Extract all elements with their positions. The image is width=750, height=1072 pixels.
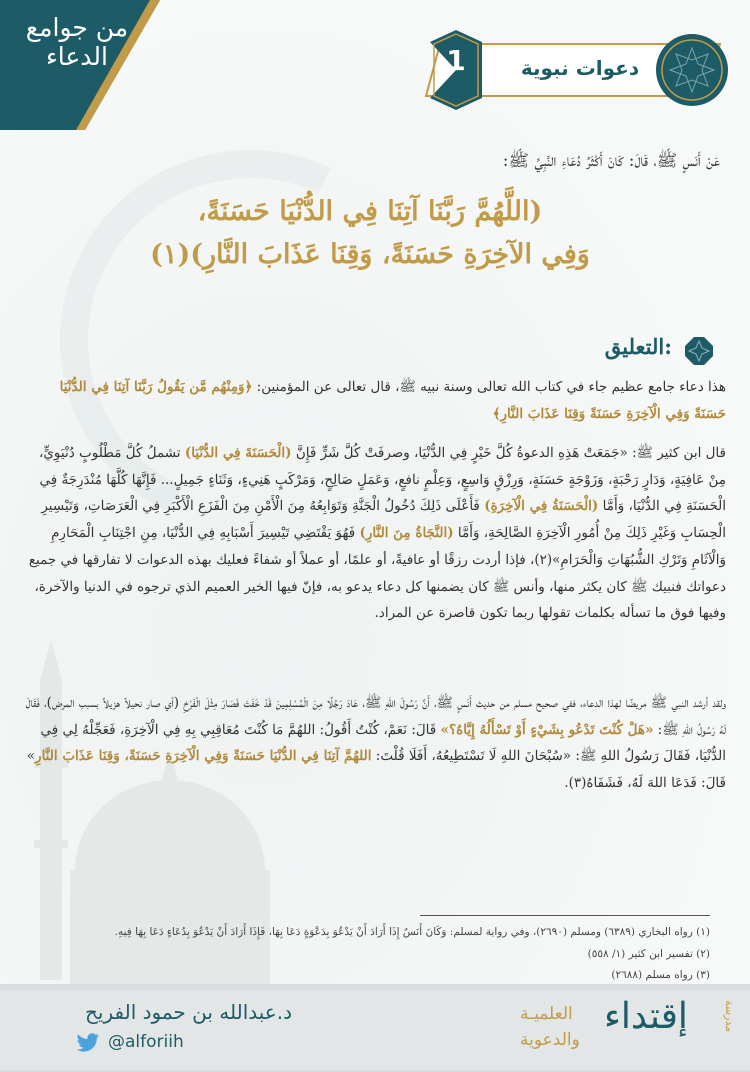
paragraph-2: [24, 440, 726, 627]
footnote-1: (١) رواه البخاري (٦٣٨٩) ومسلم (٢٦٩٠)، وفي رواية لمسلم: وَكَانَ أَنَسٌ إِذَا أَرَادَ أَنْ يَدْعُوَ بِدَعْوَةٍ دَعَا بِهَا، فَإِذَا أَرَادَ أَنْ يَدْعُوَ بِدُعَاءٍ دَعَا بِهَا فِيهِ.: [114, 926, 710, 938]
footnotes: [20, 922, 710, 987]
highlight-dua: اللهُمَّ آتِنَا فِي الدُّنْيَا حَسَنَةً وَفِي الْآخِرَةِ حَسَنَةً، وَقِنَا عَذَابَ النَّارِ: [35, 748, 372, 765]
paragraph-2-part-g: فَهُوَ يَقْتَضِي تَيْسِيرَ أَسْبَابِهِ فِي الدُّنْيَا، مِنِ اجْتِنَابِ الْمَحَارِمِ وَالْآثَامِ وَتَرْكِ الشُّبُهَاتِ وَالْحَرَامِ»(٢)، فإذا أردت رزقًا أو عافيةً، أو علمًا، أو عملاً أو شفاءً فعليك بهذه الدعوات لا تفارقها في جميع دعواتك فنبيك ﷺ كان يكثر منها، وأنس ﷺ كان يضمنها كل دعاء يدعو به، فإنّ فيها الخير العميم الذي ترجوه في الدنيا والآخرة، وفيها فوق ما تسأله بكلمات تقولها ربما تكون قاصرة عن المراد.: [28, 525, 726, 622]
highlight-dunya: (الْحَسَنَةَ فِي الدُّنْيَا): [184, 445, 292, 461]
paragraph-1: [24, 374, 726, 427]
twitter-icon: [76, 1033, 100, 1053]
paragraph-3: [24, 690, 726, 797]
footnote-divider: [420, 915, 710, 916]
header-title: دعوات نبوية: [520, 56, 640, 80]
highlight-question: «هَلْ كُنْتَ تَدْعُو بِشَيْءٍ أَوْ تَسْأَلُهُ إِيَّاهُ؟»: [440, 721, 654, 738]
twitter-handle: @alforiih: [108, 1032, 184, 1052]
corner-title-line2: الدعاء: [46, 41, 108, 71]
quran-verse: ﴿وَمِنْهُم مَّن يَقُولُ رَبَّنَا آتِنَا فِي الدُّنْيَا حَسَنَةً وَفِي الْآخِرَةِ حَسَنَةً وَقِنَا عَذَابَ النَّارِ﴾: [59, 379, 726, 422]
comment-label: التعليق:: [604, 334, 672, 359]
comment-heading: [514, 334, 714, 368]
paragraph-2-part-e: فَأَعْلَى ذَلِكَ دُخُولُ الْجَنَّةِ وَتَوَابِعُهُ مِنَ الْأَمْنِ مِنَ الْفَزَعِ الْأَكْبَرِ فِي الْعَرَصَاتِ، وَتَيْسِيرِ الْحِسَابِ وَغَيْرِ ذَلِكَ مِنْ أُمُورِ الْآخِرَةِ الصَّالِحَةِ، وَأَمَّا: [41, 498, 726, 542]
logo-main-text: إقتداء: [604, 996, 688, 1037]
paragraph-1-text: هذا دعاء جامع عظيم جاء في كتاب الله تعالى وسنة نبيه ﷺ، قال تعالى عن المؤمنين:: [252, 379, 726, 395]
corner-title: [2, 14, 152, 72]
logo-subtitle-2: والدعوية: [520, 1030, 580, 1050]
footnote-2: (٢) تفسير ابن كثير (١/ ٥٥٨): [587, 947, 710, 960]
logo-subtitle-1: العلميـة: [520, 1004, 573, 1024]
author-name: د.عبدالله بن حمود الفريح: [84, 1000, 292, 1024]
octagon-ornament-icon: [684, 336, 714, 366]
paragraph-2-part-a: قال ابن كثير ﷺ: «جَمَعَتْ هَذِهِ الدعوةُ كُلَّ خَيْرٍ فِي الدُّنْيَا، وصرفَتْ كُلَّ شَرٍّ فَإِنَّ: [291, 445, 726, 461]
paragraph-3-part-e: » قَالَ: فَدَعَا اللهَ لَهُ، فَشَفَاهُ(٣).: [26, 748, 726, 792]
logo-side-text: مدرسة: [723, 1000, 736, 1033]
paragraph-3-part-a: ولقد أرشد النبي ﷺ مريضًا لهذا الدعاء، ففي صحيح مسلم من حديث أَنَسٍ ﷺ، أَنَّ رَسُولَ اللهِ ﷺ، عَادَ رَجُلًا مِنَ الْمُسْلِمِينَ قَدْ خَفَتَ فَصَارَ مِثْلَ الْفَرْخِ (أي صار نحيلاً هزيلاً بسبب المرض)، فَقَالَ لَهُ رَسُولُ اللهِ ﷺ:: [25, 695, 726, 738]
header-number: 1: [446, 44, 466, 77]
dua-text: [50, 190, 690, 276]
paragraph-3-part-c: قَالَ: نَعَمْ، كُنْتُ أَقُولُ: اللهُمَّ مَا كُنْتَ مُعَاقِبِي بِهِ فِي الْآخِرَةِ، فَعَجِّلْهُ لِي فِي الدُّنْيَا، فَقَالَ رَسُولُ اللهِ ﷺ: «سُبْحَانَ اللهِ لَا تَسْتَطِيعُهُ، أَفَلَا قُلْتَ:: [40, 721, 726, 765]
paragraph-2-part-c: تشملُ كُلَّ مَطْلُوبٍ دُنْيَوِيٍّ، مِنْ عَافِيَةٍ، وَدَارٍ رَحْبَةٍ، وَزَوْجَةٍ حَسَنَةٍ، وَرِزْقٍ وَاسِعٍ، وَعِلْمٍ نافعٍ، وَعَمَلٍ صَالِحٍ، وَمَرْكَبٍ هَنِيءٍ، وَثَنَاءٍ جَمِيلٍ... فَإِنَّهَا كُلَّهَا مُنْدَرِجَةٌ فِي الْحَسَنَةِ فِي الدُّنْيَا، وَأَمَّا: [39, 445, 726, 515]
dua-line2: وَفِي الآخِرَةِ حَسَنَةً، وَقِنَا عَذَابَ النَّارِ)(١): [150, 239, 590, 271]
highlight-najat: (النَّجَاةُ مِنَ النَّارِ): [359, 525, 454, 542]
dua-line1: (اللَّهُمَّ رَبَّنَا آتِنَا فِي الدُّنْيَا حَسَنَةً،: [197, 196, 543, 227]
hadith-intro: عَنْ أَنَسٍ ﷺ، قَالَ: كَانَ أَكْثَرُ دُعَاءِ النَّبِيِّ ﷺ:: [502, 151, 720, 171]
corner-title-line1: من جوامع: [25, 13, 129, 42]
highlight-akhira: (الْحَسَنَةُ فِي الْآخِرَةِ): [484, 498, 599, 515]
footnote-3: (٣) رواه مسلم (٢٦٨٨): [611, 969, 710, 982]
